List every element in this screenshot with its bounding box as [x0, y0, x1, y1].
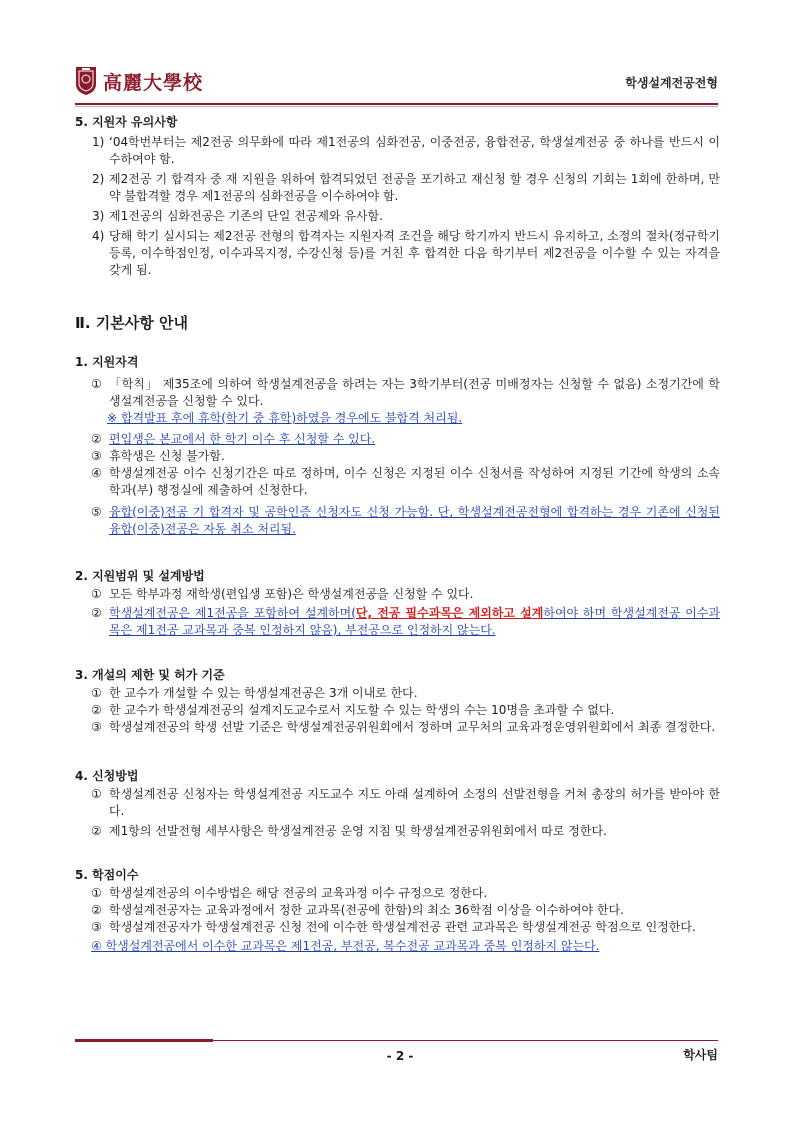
list-item: ④ 학생설계전공 이수 신청기간은 따로 정하며, 이수 신청은 지정된 이수 신청서를 작성하여 지정된 기간에 학생의 소속 학과(부) 행정실에 제출하여 신청한다.	[91, 466, 720, 497]
university-seal-icon	[75, 66, 97, 96]
page-header	[75, 66, 718, 102]
applicant-notes-list	[75, 134, 720, 279]
list-item: ② 편입생은 본교에서 한 학기 이수 후 신청할 수 있다.	[91, 432, 376, 446]
chapter-title: Ⅱ. 기본사항 안내	[75, 314, 188, 332]
university-name: 高麗大學校	[103, 71, 204, 94]
list-item: 4) 당해 학기 실시되는 제2전공 전형의 합격자는 지원자격 조건을 해당 학기까지 반드시 유지하고, 소정의 절차(정규학기등록, 이수학점인정, 이수과목지정, 수강신청 등)를 거친 후 합격한 다음 학기부터 제2전공을 이수할 수 있는 자격을 갖게 됨.	[92, 229, 720, 277]
eligibility-list	[75, 376, 720, 538]
application-list	[75, 786, 720, 840]
footer-rule-accent	[75, 1039, 213, 1042]
university-logo	[75, 66, 203, 96]
credits-list	[75, 885, 720, 955]
scope-list	[75, 586, 720, 639]
list-item: ① 한 교수가 개설할 수 있는 학생설계전공은 3개 이내로 한다.	[91, 686, 418, 700]
document-body	[75, 114, 720, 955]
list-item: ③ 학생설계전공자가 학생설계전공 신청 전에 이수한 학생설계전공 관련 교과목은 학생설계전공 학점으로 인정한다.	[91, 920, 696, 934]
list-item: 2) 제2전공 기 합격자 중 재 지원을 위하여 합격되었던 전공을 포기하고 재신청 할 경우 신청의 기회는 1회에 한하며, 만약 불합격할 경우 제1전공의 심화전공을 이수하여야 함.	[92, 172, 720, 203]
eligibility-note: ※ 합격발표 후에 휴학(학기 중 휴학)하였을 경우에도 불합격 처리됨.	[107, 411, 463, 425]
header-rule	[75, 103, 718, 105]
limits-list	[75, 685, 720, 736]
list-item: ③ 휴학생은 신청 불가함.	[91, 449, 225, 463]
list-item: ④ 학생설계전공에서 이수한 교과목은 제1전공, 부전공, 복수전공 교과목과 중복 인정하지 않는다.	[91, 939, 600, 953]
header-rule-thin	[75, 106, 718, 107]
document-title: 학생설계전공전형	[625, 76, 718, 90]
section-heading-applicant-notes: 5. 지원자 유의사항	[75, 115, 178, 129]
list-item: ① 「학칙」 제35조에 의하여 학생설계전공을 하려는 자는 3학기부터(전공 미배정자는 신청할 수 없음) 소정기간에 학생설계전공을 신청할 수 있다.	[91, 377, 720, 408]
list-item: ③ 학생설계전공의 학생 선발 기준은 학생설계전공위원회에서 정하며 교무처의 교육과정운영위원회에서 최종 결정한다.	[91, 720, 716, 734]
list-item: 1) ‘04학번부터는 제2전공 의무화에 따라 제1전공의 심화전공, 이중전공, 융합전공, 학생설계전공 중 하나를 반드시 이수하여야 함.	[92, 135, 720, 166]
section-heading-eligibility: 1. 지원자격	[75, 355, 139, 369]
list-item: ① 학생설계전공 신청자는 학생설계전공 지도교수 지도 아래 설계하여 소정의 선발전형을 거쳐 총장의 허가를 받아야 한다.	[91, 787, 720, 818]
page-number: - 2 -	[386, 1049, 414, 1063]
section-heading-scope: 2. 지원범위 및 설계방법	[75, 569, 205, 583]
section-heading-application: 4. 신청방법	[75, 769, 139, 783]
list-item: 3) 제1전공의 심화전공은 기존의 단일 전공제와 유사함.	[92, 209, 383, 223]
list-item: ② 학생설계전공은 제1전공을 포함하여 설계하며(단, 전공 필수과목은 제외하고 설계하여야 하며 학생설계전공 이수과목은 제1전공 교과목과 중복 인정하지 않음), 부전공으로 인정하지 않는다.	[91, 606, 720, 637]
list-item: ② 제1항의 선발전형 세부사항은 학생설계전공 운영 지침 및 학생설계전공위원회에서 따로 정한다.	[91, 824, 607, 838]
list-item: ① 학생설계전공의 이수방법은 해당 전공의 교육과정 이수 규정으로 정한다.	[91, 886, 488, 900]
section-heading-limits: 3. 개설의 제한 및 허가 기준	[75, 668, 225, 682]
footer-department: 학사팀	[683, 1048, 718, 1062]
footer-rule	[213, 1040, 718, 1041]
list-item: ⑤ 융합(이중)전공 기 합격자 및 공학인증 신청자도 신청 가능함. 단, 학생설계전공전형에 합격하는 경우 기존에 신청된 융합(이중)전공은 자동 취소 처리됨.	[91, 505, 720, 536]
list-item: ① 모든 학부과정 재학생(편입생 포함)은 학생설계전공을 신청할 수 있다.	[91, 587, 474, 601]
list-item: ② 학생설계전공자는 교육과정에서 정한 교과목(전공에 한함)의 최소 36학점 이상을 이수하여야 한다.	[91, 903, 624, 917]
section-heading-credits: 5. 학점이수	[75, 868, 139, 882]
list-item: ② 한 교수가 학생설계전공의 설계지도교수로서 지도할 수 있는 학생의 수는 10명을 초과할 수 없다.	[91, 703, 615, 717]
